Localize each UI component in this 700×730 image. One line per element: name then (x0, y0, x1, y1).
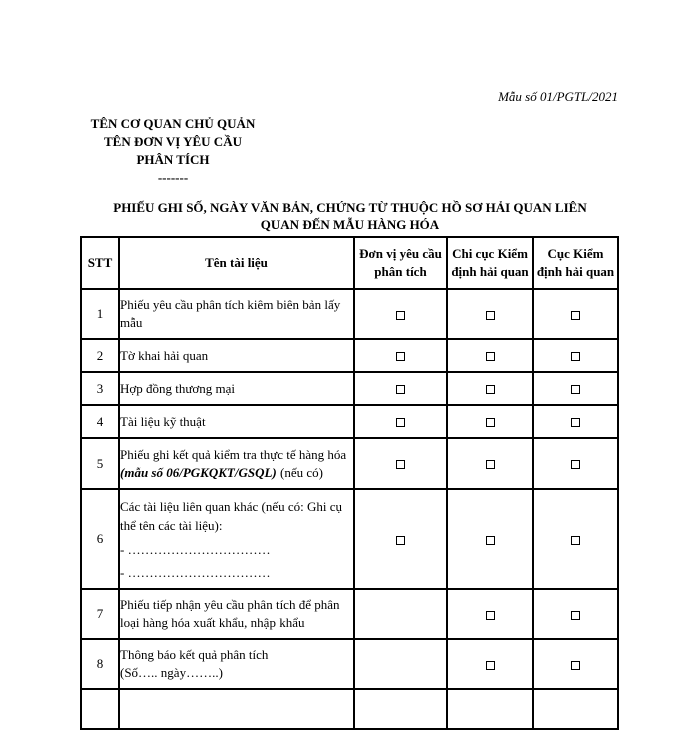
row-doc-name-text: Phiếu ghi kết quả kiểm tra thực tế hàng hóa (120, 446, 347, 462)
row-stt: 3 (81, 372, 119, 405)
checkbox[interactable] (571, 460, 580, 469)
table-row (81, 405, 618, 438)
table-row (81, 339, 618, 372)
row-doc-name (119, 639, 354, 689)
row-cell-requesting-unit (354, 405, 447, 438)
table-row-partial (81, 689, 618, 729)
row-cell-branch (447, 372, 533, 405)
checkbox[interactable] (396, 418, 405, 427)
agency-line-3: PHÂN TÍCH (136, 152, 210, 167)
row-cell-branch (447, 339, 533, 372)
row-cell-dept (533, 405, 618, 438)
row-cell-requesting-unit (354, 372, 447, 405)
checkbox[interactable] (396, 385, 405, 394)
row-cell-branch (447, 639, 533, 689)
row-stt: 2 (81, 339, 119, 372)
form-code: Mẫu số 01/PGTL/2021 (498, 89, 618, 104)
row-doc-name-ref: (Số….. ngày……..) (120, 665, 223, 680)
checkbox[interactable] (571, 536, 580, 545)
row-doc-name-suffix: (nếu có) (276, 464, 323, 480)
checkbox[interactable] (396, 536, 405, 545)
row-stt: 6 (81, 489, 119, 589)
row-cell-dept (533, 489, 618, 589)
checkbox[interactable] (396, 460, 405, 469)
checkbox[interactable] (571, 611, 580, 620)
row-doc-name (119, 489, 354, 589)
header-branch-inspection: Chi cục Kiểm định hải quan (447, 237, 533, 289)
row-doc-name (119, 438, 354, 489)
document-title (80, 199, 620, 233)
checkbox[interactable] (486, 418, 495, 427)
row-cell-branch (447, 438, 533, 489)
row-cell-requesting-unit (354, 589, 447, 639)
row-stt: 8 (81, 639, 119, 689)
checkbox[interactable] (486, 385, 495, 394)
row-cell-dept (533, 372, 618, 405)
table-row (81, 289, 618, 339)
document-table (80, 236, 619, 730)
agency-line-1: TÊN CƠ QUAN CHỦ QUẢN (90, 116, 256, 131)
checkbox[interactable] (571, 385, 580, 394)
title-line-2: QUAN ĐẾN MẪU HÀNG HÓA (260, 217, 440, 232)
row-cell-dept (533, 589, 618, 639)
checkbox[interactable] (396, 352, 405, 361)
table-header-row (81, 237, 618, 289)
header-dept-inspection: Cục Kiểm định hải quan (533, 237, 618, 289)
form-ref: (mẫu số 06/PGKQKT/GSQL) (120, 464, 277, 480)
agency-divider: ------- (157, 170, 189, 185)
row-cell-requesting-unit (354, 639, 447, 689)
checkbox[interactable] (571, 311, 580, 320)
agency-line-2: TÊN ĐƠN VỊ YÊU CẦU (104, 134, 242, 149)
table-row (81, 639, 618, 689)
row-cell-requesting-unit (354, 339, 447, 372)
row-cell-requesting-unit (354, 489, 447, 589)
dotted-line: - …………………………… (120, 564, 271, 580)
row-stt: 4 (81, 405, 119, 438)
row-cell-dept (533, 339, 618, 372)
row-cell-requesting-unit (354, 289, 447, 339)
table-row (81, 589, 618, 639)
row-doc-name: Tài liệu kỹ thuật (119, 405, 354, 438)
row-cell-branch (447, 489, 533, 589)
checkbox[interactable] (571, 352, 580, 361)
checkbox[interactable] (486, 352, 495, 361)
agency-header (73, 115, 273, 187)
row-cell-requesting-unit (354, 438, 447, 489)
header-stt: STT (81, 237, 119, 289)
row-cell-branch (447, 405, 533, 438)
table-row (81, 438, 618, 489)
row-cell-dept (533, 289, 618, 339)
row-doc-name-text: Thông báo kết quả phân tích (120, 647, 269, 662)
checkbox[interactable] (571, 661, 580, 670)
row-doc-name: Tờ khai hải quan (119, 339, 354, 372)
checkbox[interactable] (486, 311, 495, 320)
row-doc-name: Phiếu yêu cầu phân tích kiêm biên bản lấy mẫu (119, 289, 354, 339)
table-row (81, 489, 618, 589)
header-doc-name: Tên tài liệu (119, 237, 354, 289)
row-doc-name-text: Các tài liệu liên quan khác (nếu có: Ghi cụ thể tên các tài liệu): (120, 498, 343, 533)
checkbox[interactable] (486, 536, 495, 545)
checkbox[interactable] (486, 460, 495, 469)
dotted-line: - …………………………… (120, 541, 271, 557)
checkbox[interactable] (486, 661, 495, 670)
row-cell-dept (533, 639, 618, 689)
header-requesting-unit: Đơn vị yêu cầu phân tích (354, 237, 447, 289)
table-row (81, 372, 618, 405)
row-doc-name: Hợp đồng thương mại (119, 372, 354, 405)
checkbox[interactable] (396, 311, 405, 320)
row-stt: 1 (81, 289, 119, 339)
row-doc-name: Phiếu tiếp nhận yêu cầu phân tích để phân loại hàng hóa xuất khẩu, nhập khẩu (119, 589, 354, 639)
checkbox[interactable] (571, 418, 580, 427)
row-cell-dept (533, 438, 618, 489)
row-cell-branch (447, 589, 533, 639)
checkbox[interactable] (486, 611, 495, 620)
title-line-1: PHIẾU GHI SỐ, NGÀY VĂN BẢN, CHỨNG TỪ THUỘC HỒ SƠ HẢI QUAN LIÊN (113, 200, 587, 215)
row-stt: 5 (81, 438, 119, 489)
row-stt: 7 (81, 589, 119, 639)
row-cell-branch (447, 289, 533, 339)
